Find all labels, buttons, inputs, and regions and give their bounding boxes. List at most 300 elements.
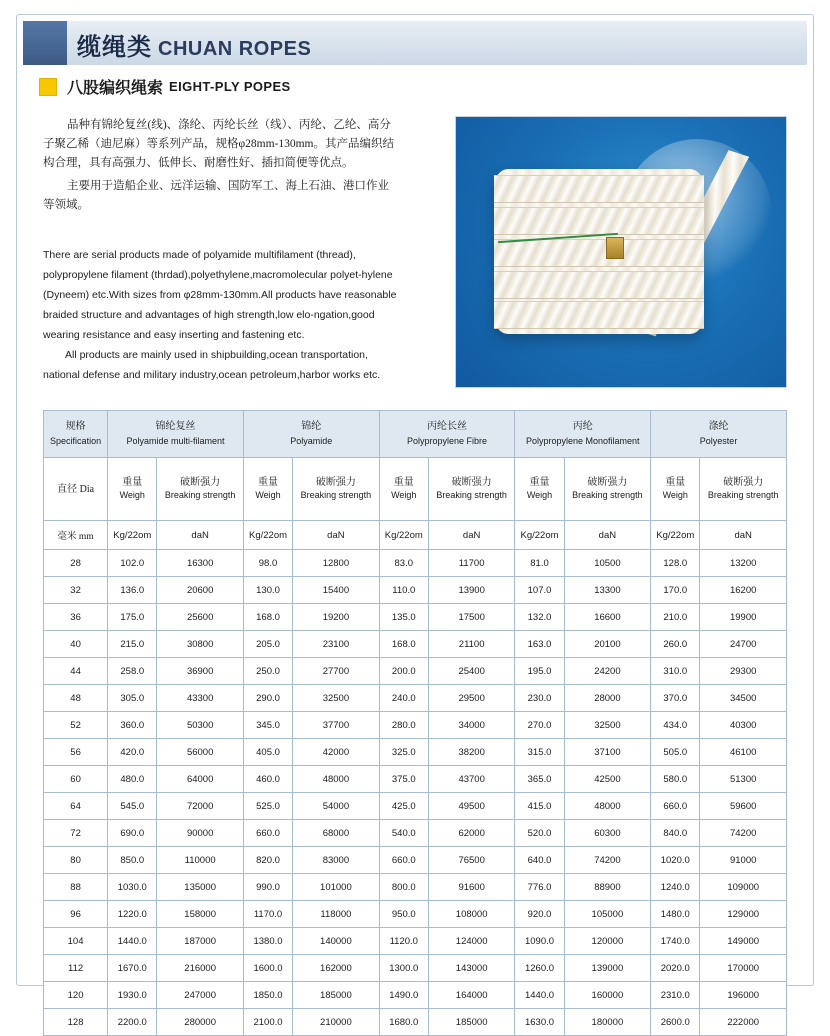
- table-head: [44, 411, 787, 550]
- table-cell: 434.0: [651, 712, 700, 739]
- table-cell: 196000: [700, 982, 787, 1009]
- rope-coil-band: [494, 207, 704, 235]
- table-cell: 415.0: [515, 793, 564, 820]
- table-cell: 37100: [564, 739, 650, 766]
- table-cell: 108000: [428, 901, 514, 928]
- table-cell: 305.0: [108, 685, 157, 712]
- sub-header-cn: 重量: [258, 477, 279, 488]
- table-cell: 43700: [428, 766, 514, 793]
- table-cell: 72000: [157, 793, 243, 820]
- table-cell: 480.0: [108, 766, 157, 793]
- table-body: [44, 550, 787, 1036]
- sub-header-en: Breaking strength: [436, 490, 507, 500]
- table-cell: 168.0: [243, 604, 292, 631]
- table-cell: 29500: [428, 685, 514, 712]
- table-cell: 222000: [700, 1009, 787, 1036]
- table-cell: 1120.0: [379, 928, 428, 955]
- table-cell: 405.0: [243, 739, 292, 766]
- table-cell: 370.0: [651, 685, 700, 712]
- table-cell: 29300: [700, 658, 787, 685]
- description-en-paragraph-2: All products are mainly used in shipbuilding,ocean transportation, national defense and military industry,ocean petroleum,harbor works etc.: [43, 349, 381, 381]
- table-cell: 210.0: [651, 604, 700, 631]
- sub-header-en: Breaking strength: [572, 490, 643, 500]
- table-cell: 2200.0: [108, 1009, 157, 1036]
- description-en-block: [43, 245, 397, 385]
- unit-cell: daN: [700, 521, 787, 550]
- table-cell: 180000: [564, 1009, 650, 1036]
- table-cell: 840.0: [651, 820, 700, 847]
- table-cell: 2020.0: [651, 955, 700, 982]
- sub-header-cn: 重量: [393, 477, 414, 488]
- table-cell: 48: [44, 685, 108, 712]
- sub-header-cell: [379, 458, 428, 521]
- table-cell: 164000: [428, 982, 514, 1009]
- table-row: [44, 847, 787, 874]
- group-header-en: Polypropylene Fibre: [406, 436, 488, 446]
- table-cell: 143000: [428, 955, 514, 982]
- table-cell: 270.0: [515, 712, 564, 739]
- table-cell: 40300: [700, 712, 787, 739]
- section-title-en: EIGHT-PLY POPES: [169, 79, 291, 94]
- table-cell: 25400: [428, 658, 514, 685]
- table-cell: 250.0: [243, 658, 292, 685]
- product-photo: [455, 116, 787, 388]
- table-cell: 776.0: [515, 874, 564, 901]
- table-cell: 140000: [293, 928, 379, 955]
- group-header-en: Polyamide multi-filament: [126, 436, 225, 446]
- group-header-en: Polypropylene Monofilament: [525, 436, 640, 446]
- table-cell: 38200: [428, 739, 514, 766]
- table-cell: 247000: [157, 982, 243, 1009]
- table-cell: 76500: [428, 847, 514, 874]
- page-header: [23, 21, 807, 65]
- table-cell: 175.0: [108, 604, 157, 631]
- table-cell: 1490.0: [379, 982, 428, 1009]
- table-cell: 16300: [157, 550, 243, 577]
- table-cell: 128.0: [651, 550, 700, 577]
- table-row: [44, 1009, 787, 1036]
- table-row: [44, 820, 787, 847]
- brass-fitting: [606, 237, 624, 259]
- group-header-cn: 涤纶: [708, 421, 729, 432]
- table-cell: 1300.0: [379, 955, 428, 982]
- sub-header-cell: [44, 458, 108, 521]
- table-cell: 50300: [157, 712, 243, 739]
- table-cell: 80: [44, 847, 108, 874]
- table-cell: 91600: [428, 874, 514, 901]
- table-cell: 48000: [293, 766, 379, 793]
- table-cell: 13300: [564, 577, 650, 604]
- table-cell: 32: [44, 577, 108, 604]
- table-cell: 1260.0: [515, 955, 564, 982]
- table-cell: 2600.0: [651, 1009, 700, 1036]
- sub-header-en: Breaking strength: [707, 490, 779, 500]
- rope-coil: [494, 169, 704, 334]
- table-cell: 17500: [428, 604, 514, 631]
- table-cell: 130.0: [243, 577, 292, 604]
- table-cell: 107.0: [515, 577, 564, 604]
- table-cell: 280.0: [379, 712, 428, 739]
- table-cell: 32500: [564, 712, 650, 739]
- table-cell: 46100: [700, 739, 787, 766]
- table-row: [44, 550, 787, 577]
- table-cell: 49500: [428, 793, 514, 820]
- intro-content: [43, 116, 787, 388]
- table-row: [44, 955, 787, 982]
- table-cell: 109000: [700, 874, 787, 901]
- table-cell: 27700: [293, 658, 379, 685]
- unit-cell: Kg/22om: [515, 521, 564, 550]
- table-cell: 1020.0: [651, 847, 700, 874]
- table-cell: 950.0: [379, 901, 428, 928]
- table-row: [44, 901, 787, 928]
- table-cell: 290.0: [243, 685, 292, 712]
- table-cell: 102.0: [108, 550, 157, 577]
- table-cell: 1680.0: [379, 1009, 428, 1036]
- sub-header-cell: [293, 458, 379, 521]
- table-cell: 105000: [564, 901, 650, 928]
- table-cell: 24200: [564, 658, 650, 685]
- sub-header-cell: [157, 458, 243, 521]
- table-cell: 120: [44, 982, 108, 1009]
- table-cell: 88900: [564, 874, 650, 901]
- rope-coil-band: [494, 239, 704, 267]
- table-cell: 1440.0: [515, 982, 564, 1009]
- page-title: [77, 27, 311, 62]
- sub-header-cn: 直径 Dia: [57, 483, 95, 495]
- table-cell: 135.0: [379, 604, 428, 631]
- group-header-cell: [651, 411, 787, 458]
- table-cell: 187000: [157, 928, 243, 955]
- sub-header-cell: [564, 458, 650, 521]
- table-row: [44, 766, 787, 793]
- table-cell: 135000: [157, 874, 243, 901]
- table-row: [44, 658, 787, 685]
- table-cell: 315.0: [515, 739, 564, 766]
- specification-table: [43, 410, 787, 1036]
- table-cell: 13900: [428, 577, 514, 604]
- table-cell: 81.0: [515, 550, 564, 577]
- table-cell: 110000: [157, 847, 243, 874]
- table-cell: 16200: [700, 577, 787, 604]
- table-cell: 13200: [700, 550, 787, 577]
- table-cell: 136.0: [108, 577, 157, 604]
- sub-header-en: Breaking strength: [300, 490, 372, 500]
- group-header-cell: [243, 411, 379, 458]
- table-cell: 68000: [293, 820, 379, 847]
- group-header-cn: 锦纶复丝: [155, 421, 196, 432]
- description-en-paragraph-1: There are serial products made of polyamide multifilament (thread), polypropylene filament (thrdad),polyethylene,macromolecular polyet-hylene (Dyneem) etc.With sizes from φ28mm-130mm.All products have reasonable braided structure and advantages of high strength,low elo-ngation,good wearing resistance and easy inserting and fastening etc.: [43, 249, 397, 341]
- table-cell: 98.0: [243, 550, 292, 577]
- unit-cell: daN: [293, 521, 379, 550]
- table-units-row: [44, 521, 787, 550]
- table-cell: 1600.0: [243, 955, 292, 982]
- section-title-cn: 八股编织绳索: [67, 80, 164, 97]
- sub-header-en: Weigh: [526, 490, 553, 500]
- unit-cell: daN: [564, 521, 650, 550]
- table-row: [44, 631, 787, 658]
- sub-header-cell: [515, 458, 564, 521]
- table-cell: 185000: [428, 1009, 514, 1036]
- table-cell: 56000: [157, 739, 243, 766]
- unit-cell: Kg/22om: [243, 521, 292, 550]
- sub-header-cn: 重量: [665, 477, 686, 488]
- group-header-cn: 锦纶: [301, 421, 322, 432]
- table-cell: 460.0: [243, 766, 292, 793]
- table-cell: 170000: [700, 955, 787, 982]
- header-accent-bar: [23, 21, 67, 65]
- table-cell: 15400: [293, 577, 379, 604]
- table-cell: 520.0: [515, 820, 564, 847]
- table-cell: 60300: [564, 820, 650, 847]
- table-cell: 1670.0: [108, 955, 157, 982]
- table-cell: 37700: [293, 712, 379, 739]
- table-cell: 230.0: [515, 685, 564, 712]
- table-cell: 54000: [293, 793, 379, 820]
- table-cell: 20600: [157, 577, 243, 604]
- table-cell: 158000: [157, 901, 243, 928]
- table-cell: 1740.0: [651, 928, 700, 955]
- table-cell: 850.0: [108, 847, 157, 874]
- sub-header-cn: 破断强力: [315, 477, 356, 488]
- table-cell: 28000: [564, 685, 650, 712]
- table-cell: 1480.0: [651, 901, 700, 928]
- table-cell: 25600: [157, 604, 243, 631]
- table-cell: 64: [44, 793, 108, 820]
- table-cell: 72: [44, 820, 108, 847]
- sub-header-cn: 重量: [122, 477, 143, 488]
- table-cell: 88: [44, 874, 108, 901]
- table-cell: 1440.0: [108, 928, 157, 955]
- table-cell: 160000: [564, 982, 650, 1009]
- sub-header-en: Weigh: [391, 490, 417, 500]
- table-cell: 420.0: [108, 739, 157, 766]
- table-cell: 215.0: [108, 631, 157, 658]
- table-row: [44, 874, 787, 901]
- rope-coil-band: [494, 271, 704, 299]
- table-cell: 310.0: [651, 658, 700, 685]
- table-cell: 83000: [293, 847, 379, 874]
- description-cn-paragraph-2: 主要用于造船企业、远洋运输、国防军工、海上石油、港口作业等领域。: [43, 180, 389, 211]
- table-cell: 24700: [700, 631, 787, 658]
- group-header-cell: [515, 411, 651, 458]
- table-cell: 96: [44, 901, 108, 928]
- table-cell: 1220.0: [108, 901, 157, 928]
- product-image-column: [411, 116, 787, 388]
- group-header-cell: [44, 411, 108, 458]
- table-cell: 83.0: [379, 550, 428, 577]
- table-cell: 19200: [293, 604, 379, 631]
- table-cell: 195.0: [515, 658, 564, 685]
- table-row: [44, 577, 787, 604]
- group-header-cn: 规格: [65, 421, 86, 432]
- table-cell: 23100: [293, 631, 379, 658]
- table-cell: 60: [44, 766, 108, 793]
- sub-header-en: Weigh: [119, 490, 145, 500]
- table-cell: 101000: [293, 874, 379, 901]
- table-cell: 375.0: [379, 766, 428, 793]
- table-cell: 74200: [564, 847, 650, 874]
- table-cell: 124000: [428, 928, 514, 955]
- page-title-cn: 缆绳类: [77, 35, 152, 61]
- table-row: [44, 982, 787, 1009]
- table-cell: 139000: [564, 955, 650, 982]
- table-cell: 660.0: [243, 820, 292, 847]
- sub-header-cn: 破断强力: [587, 477, 628, 488]
- table-cell: 32500: [293, 685, 379, 712]
- table-cell: 162000: [293, 955, 379, 982]
- table-cell: 800.0: [379, 874, 428, 901]
- table-cell: 216000: [157, 955, 243, 982]
- table-cell: 112: [44, 955, 108, 982]
- table-cell: 920.0: [515, 901, 564, 928]
- table-cell: 34000: [428, 712, 514, 739]
- sub-header-en: Weigh: [662, 490, 688, 500]
- table-cell: 42000: [293, 739, 379, 766]
- table-cell: 129000: [700, 901, 787, 928]
- table-cell: 52: [44, 712, 108, 739]
- group-header-en: Polyamide: [290, 436, 333, 446]
- unit-cell: daN: [157, 521, 243, 550]
- group-header-cn: 丙纶: [572, 421, 593, 432]
- table-cell: 170.0: [651, 577, 700, 604]
- table-cell: 34500: [700, 685, 787, 712]
- table-cell: 48000: [564, 793, 650, 820]
- table-row: [44, 928, 787, 955]
- table-cell: 240.0: [379, 685, 428, 712]
- table-cell: 36: [44, 604, 108, 631]
- table-cell: 690.0: [108, 820, 157, 847]
- table-cell: 62000: [428, 820, 514, 847]
- table-cell: 1850.0: [243, 982, 292, 1009]
- table-cell: 44: [44, 658, 108, 685]
- unit-cell: daN: [428, 521, 514, 550]
- table-cell: 660.0: [379, 847, 428, 874]
- table-cell: 10500: [564, 550, 650, 577]
- table-cell: 128: [44, 1009, 108, 1036]
- table-cell: 30800: [157, 631, 243, 658]
- table-cell: 2100.0: [243, 1009, 292, 1036]
- unit-cell: Kg/22om: [651, 521, 700, 550]
- table-cell: 19900: [700, 604, 787, 631]
- sub-header-cell: [428, 458, 514, 521]
- table-cell: 325.0: [379, 739, 428, 766]
- table-cell: 1030.0: [108, 874, 157, 901]
- table-cell: 16600: [564, 604, 650, 631]
- section-title: [39, 75, 813, 98]
- table-cell: 104: [44, 928, 108, 955]
- page-frame: [16, 14, 814, 1028]
- page-title-en: CHUAN ROPES: [158, 38, 312, 60]
- group-header-en: Specification: [50, 436, 102, 446]
- table-cell: 120000: [564, 928, 650, 955]
- table-cell: 1930.0: [108, 982, 157, 1009]
- table-cell: 11700: [428, 550, 514, 577]
- table-cell: 132.0: [515, 604, 564, 631]
- table-cell: 525.0: [243, 793, 292, 820]
- table-cell: 990.0: [243, 874, 292, 901]
- unit-cell: Kg/22om: [379, 521, 428, 550]
- table-cell: 21100: [428, 631, 514, 658]
- table-cell: 40: [44, 631, 108, 658]
- table-cell: 36900: [157, 658, 243, 685]
- table-cell: 43300: [157, 685, 243, 712]
- unit-cell: 毫米 mm: [44, 521, 108, 550]
- group-header-cell: [108, 411, 244, 458]
- table-cell: 200.0: [379, 658, 428, 685]
- table-cell: 1630.0: [515, 1009, 564, 1036]
- table-cell: 545.0: [108, 793, 157, 820]
- table-cell: 260.0: [651, 631, 700, 658]
- table-cell: 660.0: [651, 793, 700, 820]
- table-cell: 210000: [293, 1009, 379, 1036]
- table-cell: 360.0: [108, 712, 157, 739]
- table-cell: 1090.0: [515, 928, 564, 955]
- table-cell: 12800: [293, 550, 379, 577]
- bullet-square-icon: [39, 78, 57, 96]
- table-cell: 2310.0: [651, 982, 700, 1009]
- group-header-cell: [379, 411, 515, 458]
- table-group-header-row: [44, 411, 787, 458]
- table-cell: 205.0: [243, 631, 292, 658]
- sub-header-cell: [108, 458, 157, 521]
- table-cell: 425.0: [379, 793, 428, 820]
- table-cell: 820.0: [243, 847, 292, 874]
- table-row: [44, 712, 787, 739]
- table-cell: 110.0: [379, 577, 428, 604]
- table-cell: 64000: [157, 766, 243, 793]
- table-cell: 90000: [157, 820, 243, 847]
- table-cell: 505.0: [651, 739, 700, 766]
- table-cell: 59600: [700, 793, 787, 820]
- table-cell: 258.0: [108, 658, 157, 685]
- table-cell: 280000: [157, 1009, 243, 1036]
- sub-header-cn: 破断强力: [723, 477, 764, 488]
- table-cell: 580.0: [651, 766, 700, 793]
- table-row: [44, 739, 787, 766]
- table-cell: 56: [44, 739, 108, 766]
- table-cell: 20100: [564, 631, 650, 658]
- table-cell: 640.0: [515, 847, 564, 874]
- unit-cell: Kg/22om: [108, 521, 157, 550]
- rope-coil-band: [494, 175, 704, 203]
- sub-header-en: Breaking strength: [164, 490, 236, 500]
- table-row: [44, 604, 787, 631]
- table-cell: 365.0: [515, 766, 564, 793]
- sub-header-cn: 破断强力: [180, 477, 221, 488]
- table-sub-header-row: [44, 458, 787, 521]
- table-cell: 1240.0: [651, 874, 700, 901]
- table-cell: 1380.0: [243, 928, 292, 955]
- table-cell: 168.0: [379, 631, 428, 658]
- specification-table-wrapper: [43, 410, 787, 1036]
- table-row: [44, 685, 787, 712]
- sub-header-en: Weigh: [255, 490, 281, 500]
- table-cell: 118000: [293, 901, 379, 928]
- table-cell: 1170.0: [243, 901, 292, 928]
- group-header-cn: 丙纶长丝: [427, 421, 468, 432]
- table-row: [44, 793, 787, 820]
- sub-header-cn: 重量: [529, 477, 550, 488]
- sub-header-cell: [700, 458, 787, 521]
- description-cn-paragraph-1: 品种有锦纶复丝(线)、涤纶、丙纶长丝（线）、丙纶、乙纶、高分子聚乙稀（迪尼麻）等系列产品，规格φ28mm-130mm。其产品编织结构合理，具有高强力、低伸长、耐磨性好、插扣简便等优点。: [43, 119, 394, 169]
- sub-header-cn: 破断强力: [451, 477, 492, 488]
- table-cell: 149000: [700, 928, 787, 955]
- table-cell: 345.0: [243, 712, 292, 739]
- group-header-en: Polyester: [699, 436, 738, 446]
- table-cell: 163.0: [515, 631, 564, 658]
- table-cell: 74200: [700, 820, 787, 847]
